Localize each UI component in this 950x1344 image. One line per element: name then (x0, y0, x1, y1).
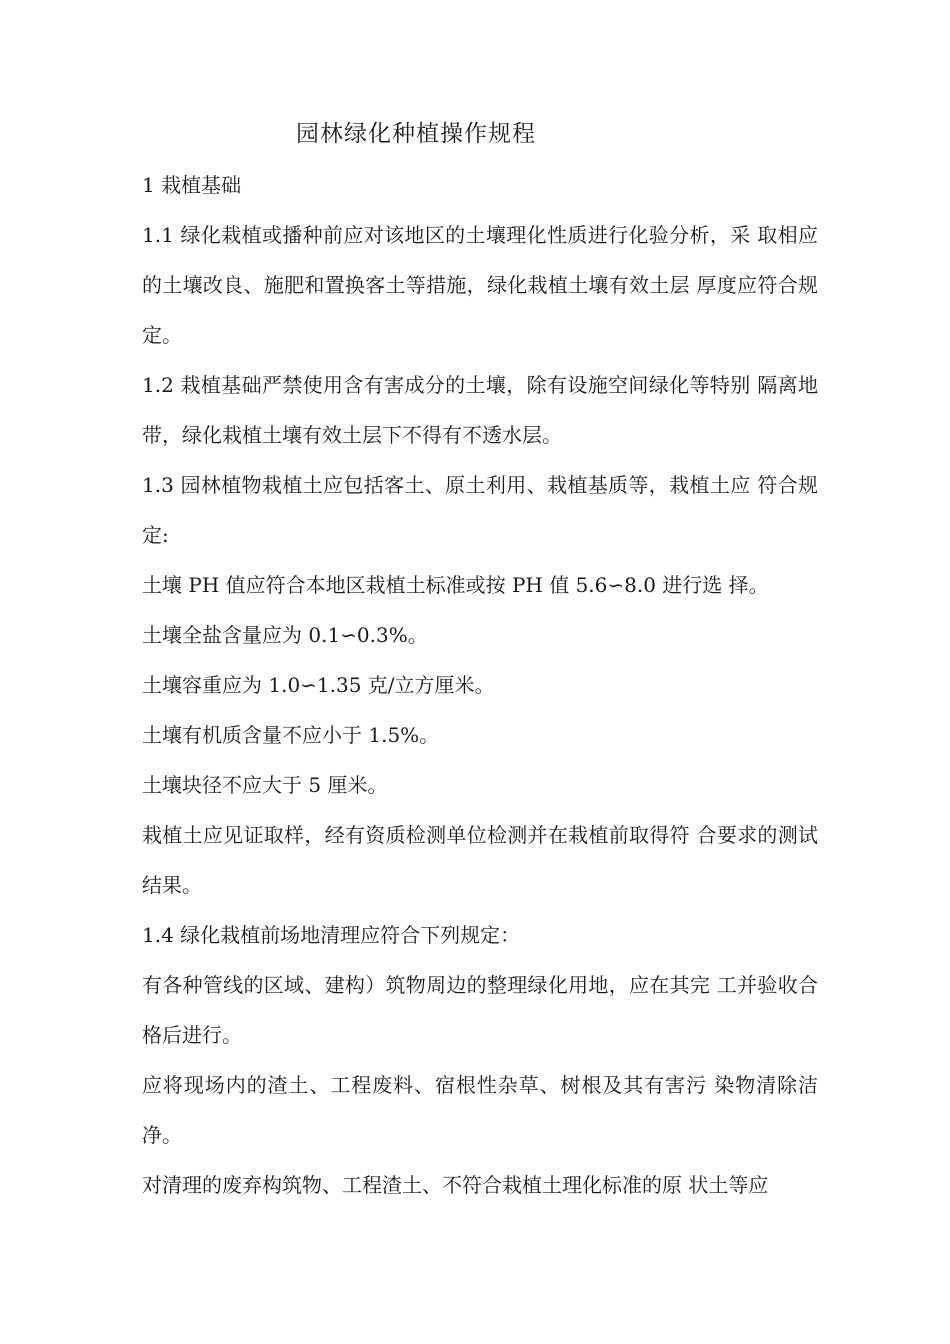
site-debris-item: 应将现场内的渣土、工程废料、宿根性杂草、树根及其有害污 染物清除洁净。 (142, 1073, 818, 1147)
soil-block-size-item: 土壤块径不应大于 5 厘米。 (142, 773, 388, 797)
soil-sampling-item: 栽植土应见证取样，经有资质检测单位检测并在栽植前取得符 合要求的测试结果。 (142, 823, 818, 897)
section-heading-1: 1 栽植基础 (142, 173, 242, 197)
paragraph-1-3: 1.3 园林植物栽植土应包括客土、原土利用、栽植基质等，栽植土应 符合规定: (142, 473, 818, 547)
soil-organic-item: 土壤有机质含量不应小于 1.5%。 (142, 723, 440, 747)
soil-density-item: 土壤容重应为 1.0∽1.35 克/立方厘米。 (142, 673, 495, 697)
soil-ph-item: 土壤 PH 值应符合本地区栽植土标准或按 PH 值 5.6∽8.0 进行选 择。 (142, 573, 769, 597)
site-pipeline-item: 有各种管线的区域、建构）筑物周边的整理绿化用地，应在其完 工并验收合格后进行。 (142, 973, 818, 1047)
document-body (142, 160, 818, 1210)
paragraph-1-1: 1.1 绿化栽植或播种前应对该地区的土壤理化性质进行化验分析，采 取相应的土壤改良、施肥和置换客土等措施，绿化栽植土壤有效土层 厚度应符合规定。 (142, 223, 818, 347)
paragraph-1-4: 1.4 绿化栽植前场地清理应符合下列规定： (142, 923, 521, 947)
document-title: 园林绿化种植操作规程 (296, 121, 536, 147)
soil-salt-item: 土壤全盐含量应为 0.1∽0.3%。 (142, 623, 428, 647)
paragraph-1-2: 1.2 栽植基础严禁使用含有害成分的土壤，除有设施空间绿化等特别 隔离地带，绿化栽植土壤有效土层下不得有不透水层。 (142, 373, 818, 447)
site-waste-item: 对清理的废弃构筑物、工程渣土、不符合栽植土理化标准的原 状土等应 (142, 1173, 769, 1197)
